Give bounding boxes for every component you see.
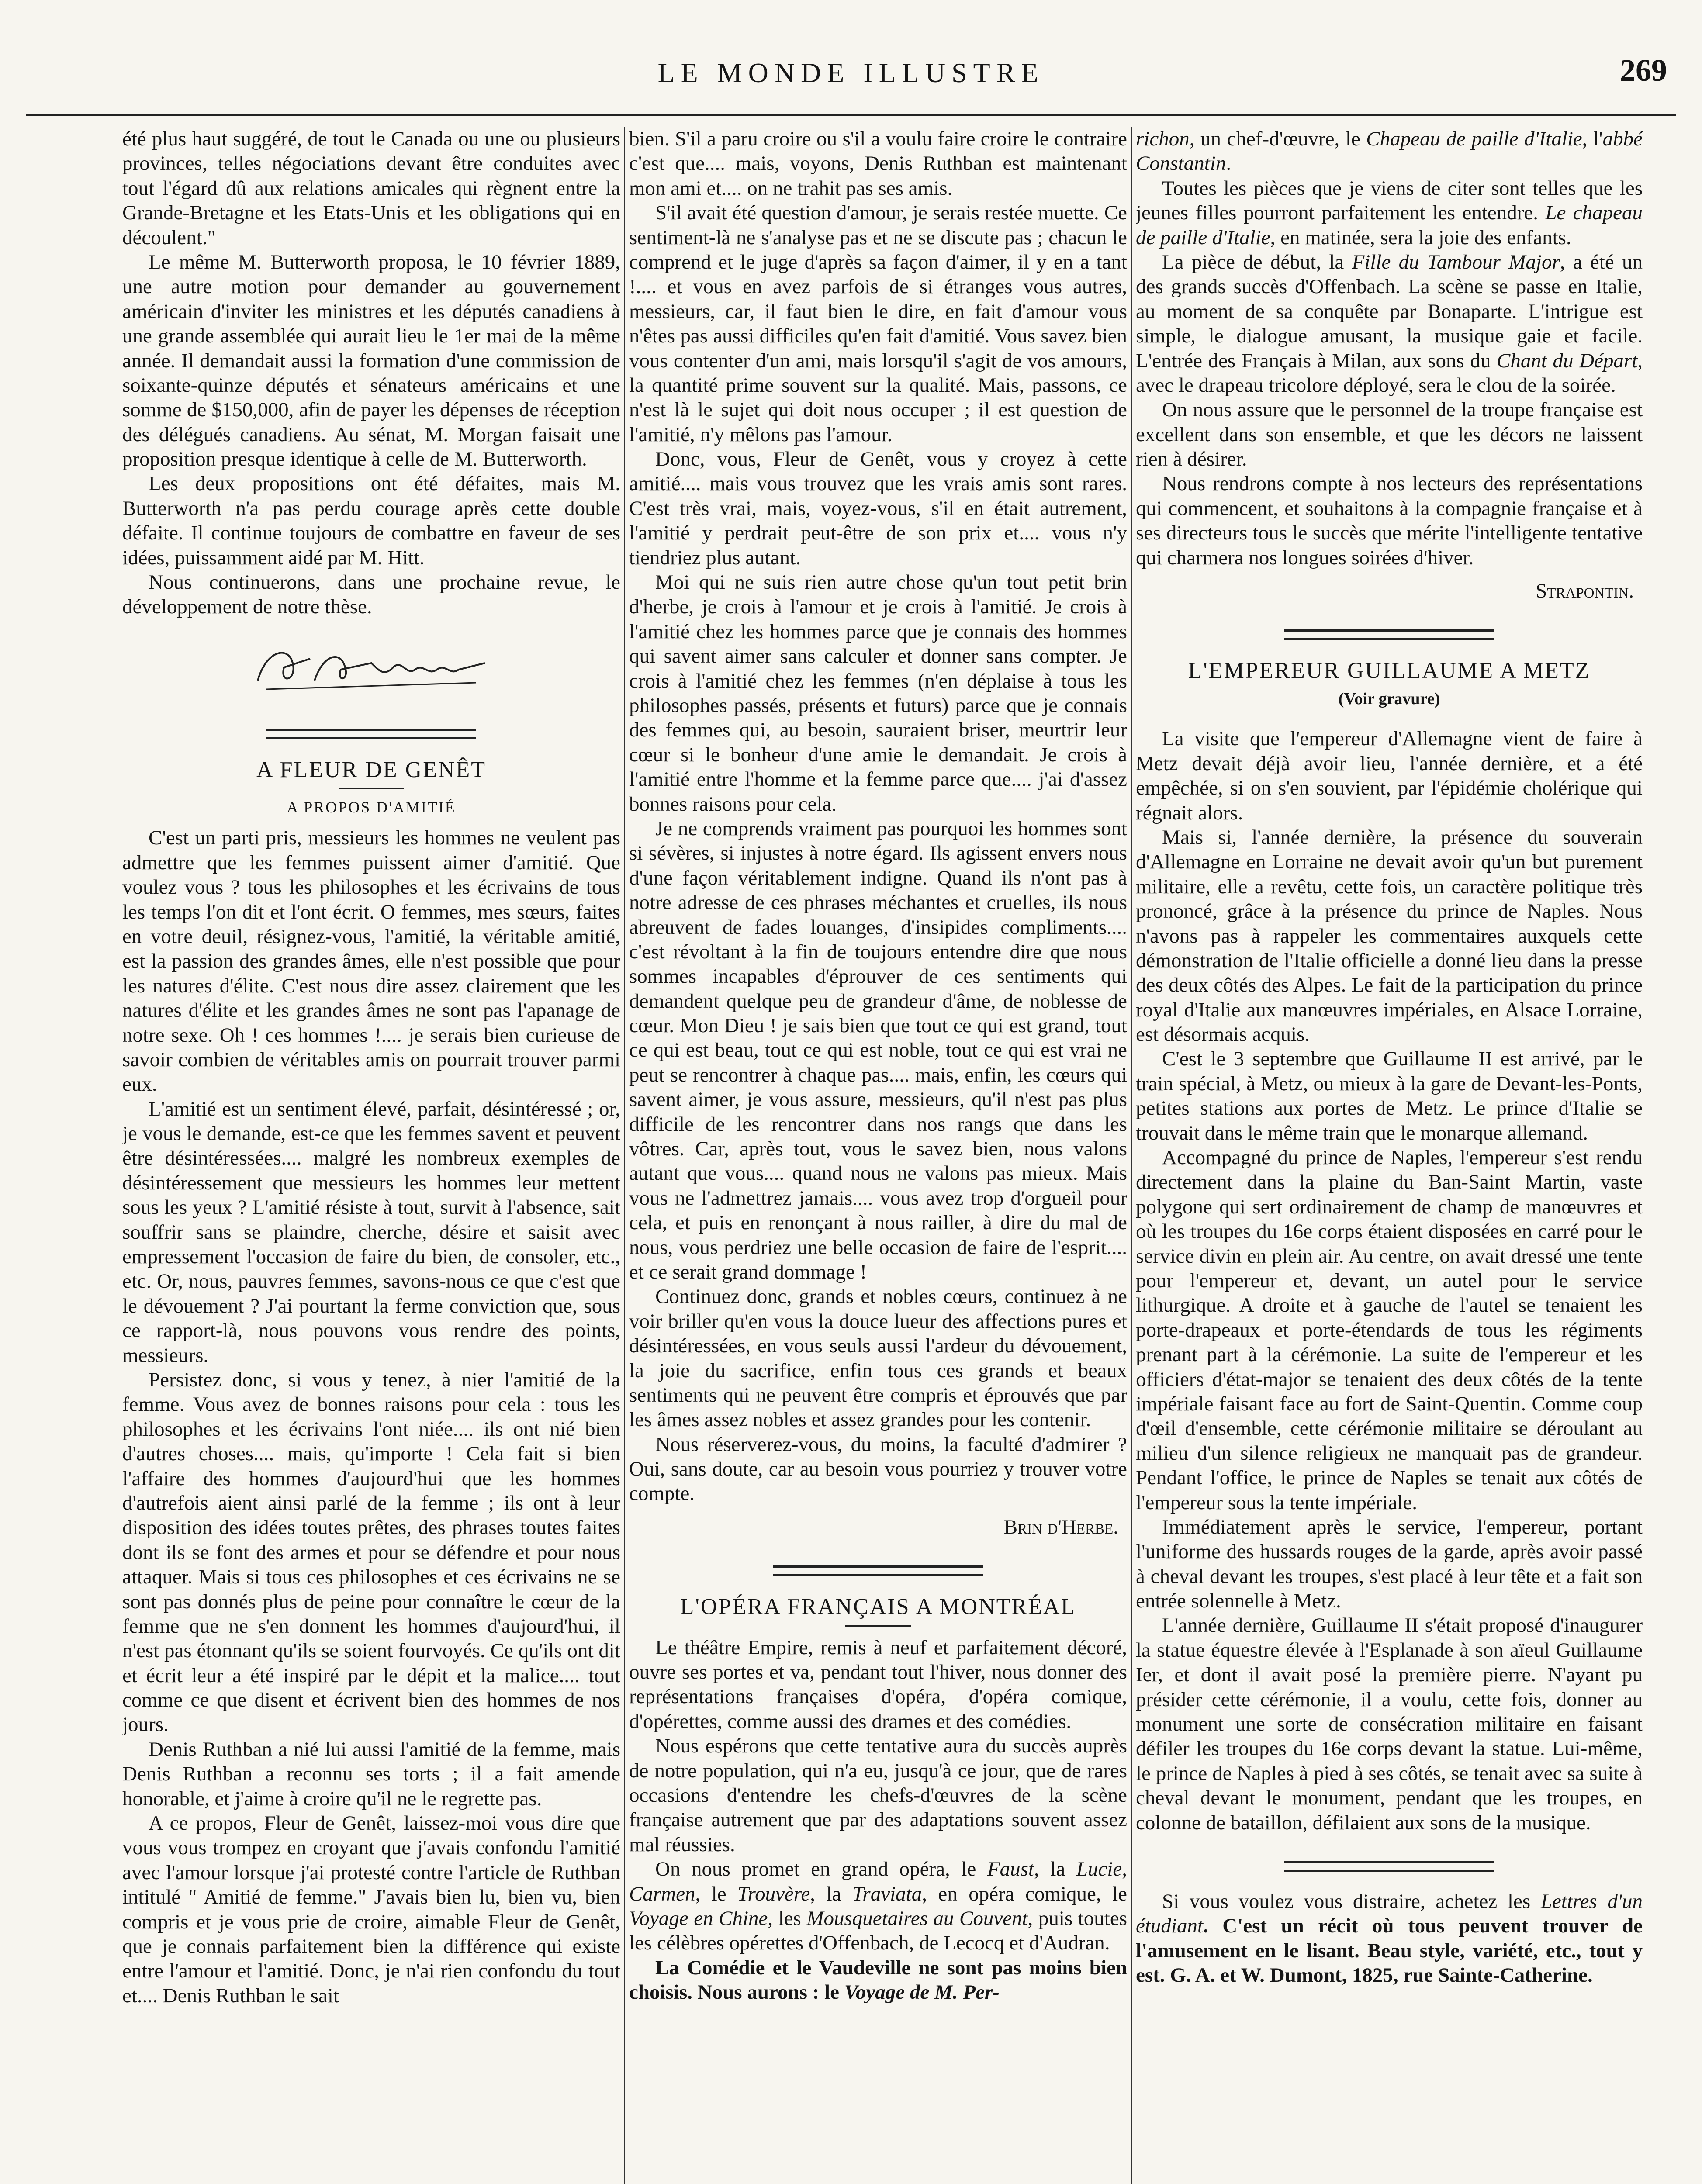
paragraph: La pièce de début, la Fille du Tambour Major, a été un des grands succès d'Offenbach. La scène se passe en Italie, au moment de sa conquête par Bonaparte. L'intrigue est simple, le dialogue amusant, la musique gaie et facile. L'entrée des Français à Milan, aux sons du Chant du Départ, avec le drapeau tricolore déployé, sera le clou de la soirée. [1136,250,1643,397]
paragraph: On nous promet en grand opéra, le Faust, la Lucie, Carmen, le Trouvère, la Traviata, en opéra comique, le Voyage en Chine, les Mousquetaires au Couvent, puis toutes les célèbres opérettes d'Offenbach, de Lecocq et d'Audran. [629,1858,1127,1955]
paragraph: Je ne comprends vraiment pas pourquoi les hommes sont si sévères, si injustes à notre égard. Ils agissent envers nous d'une façon véritablement indigne. Quand ils n'ont pas à notre adresse de ces phrases méchantes et cruelles, ils nous abreuvent de fades louanges, d'insipides compliments.... c'est révoltant à la fin de toujours entendre dire que nous sommes incapables d'éprouver de ces sentiments qui demandent quelque peu de grandeur d'âme, de noblesse de cœur. Mon Dieu ! je sais bien que tout ce qui est grand, tout ce qui est beau, tout ce qui est noble, tout ce qui est vrai ne peut se rencontrer à chaque pas.... mais, enfin, les cœurs qui savent aimer, je vous assure, messieurs, qu'il n'est pas plus difficile de les rencontrer dans nos rangs que dans les vôtres. Car, après tout, vous le savez bien, nous valons autant que vous.... quand nous ne valons pas mieux. Mais vous ne l'admettrez jamais.... vous avez trop d'orgueil pour cela, et puis en renonçant à nous railler, à dire du mal de nous, vous perdriez une belle occasion de faire de l'esprit.... et ce serait grand dommage ! [629,817,1127,1283]
paragraph: La visite que l'empereur d'Allemagne vient de faire à Metz devait déjà avoir lieu, l'année dernière, et a été empêchée, si on s'en souvient, par l'épidémie cholérique qui régnait alors. [1136,727,1643,824]
signature-icon [240,632,502,698]
author-signature: Brin d'Herbe. [1003,1515,1118,1538]
handwritten-signature [122,632,620,702]
paragraph: Continuez donc, grands et nobles cœurs, continuez à ne voir briller qu'en vous la douce lueur des affections pures et désintéressées, en vous seuls aussi l'ardeur du dévouement, la joie du sacrifice, enfin tous ces grands et beaux sentiments qui ne peuvent être compris et éprouvés que par les âmes assez nobles et assez grandes pour les contenir. [629,1285,1127,1431]
column-rule [624,127,625,2184]
paragraph: Nous espérons que cette tentative aura du succès auprès de notre population, qui n'a eu, jusqu'à ce jour, que de rares occasions d'entendre les chefs-d'œuvres de la scène française autrement que par des adaptations souvent assez mal réussies. [629,1735,1127,1856]
paragraph: C'est un parti pris, messieurs les hommes ne veulent pas admettre que les femmes puissent aimer d'amitié. Que voulez vous ? tous les philosophes et les écrivains de tous les temps l'on dit et l'ont écrit. O femmes, mes sœurs, faites en votre deuil, résignez-vous, l'amitié, la véritable amitié, est la passion des grandes âmes, elle n'est possible que pour les natures d'élite. C'est nous dire assez clairement que les natures d'élite et les grandes âmes ne sont pas l'apanage de notre sexe. Oh ! ces hommes !.... je serais bien curieuse de savoir combien de véritables amis on pourrait trouver parmi eux. [122,826,620,1096]
paragraph: Le même M. Butterworth proposa, le 10 février 1889, une autre motion pour demander au gouvernement américain d'inviter les ministres et les députés canadiens à une grande assemblée qui aurait lieu le 1er mai de la même année. Il demandait aussi la formation d'une commission de soixante-quinze députés et sénateurs américains et une somme de $150,000, afin de payer les dépenses de réception des délégués canadiens. Au sénat, M. Morgan faisait une proposition presque identique à celle de M. Butterworth. [122,250,620,471]
column-rule [1131,127,1132,2184]
paragraph: L'année dernière, Guillaume II s'était proposé d'inaugurer la statue équestre élevée à l'Esplanade à son aïeul Guillaume Ier, et dont il avait posé la première pierre. N'ayant pu présider cette cérémonie, il a voulu, cette fois, donner au monument une sorte de consécration militaire en faisant défiler les troupes du 16e corps devant la statue. Lui-même, le prince de Naples à pied à ses côtés, se tenait avec sa suite à cheval devant le monument, pendant que les troupes, en colonne de bataillon, défilaient aux sons de la musique. [1136,1614,1643,1834]
paragraph: Nous réserverez-vous, du moins, la faculté d'admirer ? Oui, sans doute, car au besoin vous pourriez y trouver votre compte. [629,1433,1127,1505]
paragraph: Les deux propositions ont été défaites, mais M. Butterworth n'a pas perdu courage après cette double défaite. Il continue toujours de combattre en faveur de ses idées, puissamment aidé par M. Hitt. [122,472,620,569]
paragraph: richon, un chef-d'œuvre, le Chapeau de paille d'Italie, l'abbé Constantin. [1136,128,1643,175]
paragraph: S'il avait été question d'amour, je serais restée muette. Ce sentiment-là ne s'analyse pas et ne se discute pas ; chacun le comprend et le juge d'après sa façon d'aimer, il y en a tant !.... et vous en avez parfois de si étranges vous autres, messieurs, car, il faut bien le dire, en fait d'amour vous n'êtes pas aussi difficiles qu'en fait d'amitié. Vous savez bien vous contenter d'un ami, mais lorsqu'il s'agit de vos amours, la quantité prime souvent sur la qualité. Mais, passons, ce n'est là le sujet qui doit nous occuper ; il est question de l'amitié, n'y mêlons pas l'amour. [629,201,1127,446]
paragraph: Immédiatement après le service, l'empereur, portant l'uniforme des hussards rouges de la garde, après avoir passé à cheval devant les troupes, s'est placé à leur tête et a fait son entrée solennelle à Metz. [1136,1515,1643,1613]
article-title: L'EMPEREUR GUILLAUME A METZ [1188,658,1591,684]
paragraph: Nous continuerons, dans une prochaine revue, le développement de notre thèse. [122,571,620,619]
article-subtitle: (Voir gravure) [1338,689,1440,708]
divider [339,788,404,789]
paragraph: Le théâtre Empire, remis à neuf et parfaitement décoré, ouvre ses portes et va, pendant tout l'hiver, nous donner des représentations françaises d'opéra, d'opéra comique, d'opérettes, comme aussi des drames et des comédies. [629,1636,1127,1733]
paragraph: On nous assure que le personnel de la troupe française est excellent dans son ensemble, et que les décors ne laissent rien à désirer. [1136,398,1643,471]
paragraph: bien. S'il a paru croire ou s'il a voulu faire croire le contraire c'est que.... mais, voyons, Denis Ruthban est maintenant mon ami et.... on ne trahit pas ses amis. [629,128,1127,200]
paragraph: Toutes les pièces que je viens de citer sont telles que les jeunes filles pourront parfaitement les entendre. Le chapeau de paille d'Italie, en matinée, sera la joie des enfants. [1136,176,1643,249]
article-title: A FLEUR DE GENÊT [256,757,487,782]
article-subtitle: A PROPOS D'AMITIÉ [287,798,456,816]
author-signature: Strapontin. [1536,580,1634,603]
paragraph: Donc, vous, Fleur de Genêt, vous y croyez à cette amitié.... mais vous trouvez que les vrais amis sont rares. C'est très vrai, mais, voyez-vous, s'il en était autrement, l'amitié y perdrait peut-être de son prix et.... vous n'y tiendriez plus autant. [629,448,1127,569]
paragraph: C'est le 3 septembre que Guillaume II est arrivé, par le train spécial, à Metz, ou mieux à la gare de Devant-les-Ponts, petites stations aux portes de Metz. Le prince d'Italie se trouvait dans le même train que le monarque allemand. [1136,1047,1643,1144]
paragraph: Mais si, l'année dernière, la présence du souverain d'Allemagne en Lorraine ne devait avoir qu'un but purement militaire, elle a revêtu, cette fois, un caractère politique très prononcé, grâce à la présence du prince de Naples. Nous n'avons pas à rappeler les commentaires auxquels cette démonstration de l'Italie officielle a donné lieu dans la presse des deux côtés des Alpes. Le fait de la participation du prince royal d'Italie aux manœuvres impériales, en Alsace Lorraine, est désormais acquis. [1136,826,1643,1046]
section-divider [266,729,476,739]
column-3 [1136,127,1643,2184]
paragraph: été plus haut suggéré, de tout le Canada ou une ou plusieurs provinces, telles négociations devant être conduites avec tout l'égard dû aux relations amicales qui règnent entre la Grande-Bretagne et les Etats-Unis et les obligations qui en découlent." [122,128,620,249]
advertisement: Si vous voulez vous distraire, achetez les Lettres d'un étudiant. C'est un récit où tous peuvent trouver de l'amusement en le lisant. Beau style, variété, etc., tout y est. G. A. et W. Dumont, 1825, rue Sainte-Catherine. [1136,1890,1643,1987]
paragraph: Nous rendrons compte à nos lecteurs des représentations qui commencent, et souhaitons à la compagnie française et à ses directeurs tous le succès que mérite l'intelligente tentative qui charmera nos longues soirées d'hiver. [1136,472,1643,569]
masthead [26,44,1676,116]
article-title: L'OPÉRA FRANÇAIS A MONTRÉAL [680,1594,1076,1620]
section-divider [1284,629,1494,640]
section-divider [1284,1861,1494,1872]
page-number: 269 [1620,53,1667,88]
paragraph: Moi qui ne suis rien autre chose qu'un tout petit brin d'herbe, je crois à l'amour et je crois à l'amitié. Je crois à l'amitié chez les hommes parce que je connais des hommes qui savent aimer sans calculer et donner sans compter. Je crois à l'amitié chez les femmes (n'en déplaise à tous les philosophes passés, présents et futurs) parce que je connais des femmes qui, au besoin, sauraient briser, meurtrir leur cœur si le bonheur d'une amie le demandait. Je crois à l'amitié entre l'homme et la femme parce que.... j'ai d'assez bonnes raisons pour cela. [629,571,1127,816]
paragraph: Denis Ruthban a nié lui aussi l'amitié de la femme, mais Denis Ruthban a reconnu ses torts ; il a fait amende honorable, et j'aime à croire qu'il ne le regrette pas. [122,1738,620,1810]
column-1 [122,127,620,2184]
paragraph: A ce propos, Fleur de Genêt, laissez-moi vous dire que vous vous trompez en croyant que j'avais confondu l'amitié avec l'amour lorsque j'ai protesté contre l'article de Ruthban intitulé " Amitié de femme." J'avais bien lu, bien vu, bien compris et je vous prie de croire, aimable Fleur de Genêt, que je connais parfaitement bien la différence qui existe entre l'amour et l'amitié. Donc, je n'ai rien confondu du tout et.... Denis Ruthban le sait [122,1812,620,2007]
paragraph: Accompagné du prince de Naples, l'empereur s'est rendu directement dans la plaine du Ban-Saint Martin, vaste polygone qui sert ordinairement de champ de manœuvres et où les troupes du 16e corps étaient disposées en carré pour le service divin en plein air. Au centre, on avait dressé une tente pour l'empereur et, devant, un autel pour le service lithurgique. A droite et à gauche de l'autel se tenaient les porte-drapeaux et porte-étendards de tous les régiments prenant part à la cérémonie. La suite de l'empereur et les officiers d'état-major se tenaient des deux côtés de la tente impériale faisant face au fort de Saint-Quentin. Comme coup d'œil d'ensemble, cette cérémonie militaire se déroulant au milieu d'un silence religieux ne manquait pas de grandeur. Pendant l'office, le prince de Naples se tenait aux côtés de l'empereur sous la tente impériale. [1136,1146,1643,1514]
paragraph: L'amitié est un sentiment élevé, parfait, désintéressé ; or, je vous le demande, est-ce que les femmes savent et peuvent être désintéressées.... malgré les nombreux exemples de désintéressement que messieurs les hommes leur mettent sous les yeux ? L'amitié résiste à tout, survit à l'absence, sait souffrir sans se plaindre, cherche, désire et saisit avec empressement l'occasion de faire du bien, de consoler, etc., etc. Or, nous, pauvres femmes, savons-nous ce que c'est que le dévouement ? J'ai pourtant la ferme conviction que, sous ce rapport-là, nous pouvons vous rendre des points, messieurs. [122,1097,620,1367]
paragraph: Persistez donc, si vous y tenez, à nier l'amitié de la femme. Vous avez de bonnes raisons pour cela : tous les philosophes et les écrivains l'ont niée.... ils ont nié bien d'autres choses.... mais, qu'importe ! Cela fait si bien l'affaire des hommes d'aujourd'hui que les hommes d'autrefois aient ainsi parlé de la femme ; ils ont à leur disposition des idées toutes prêtes, des phrases toutes faites dont ils se font des armes et pour se défendre et pour nous attaquer. Mais si tous ces philosophes et ces écrivains ne se sont pas donnés plus de peine pour connaître le cœur de la femme que ne s'en donnent les hommes d'aujourd'hui, il n'est pas étonnant qu'ils se soient fourvoyés. Ce qu'ils ont dit et écrit leur a été inspiré par le dépit et la malice.... tout comme ce que disent et écrivent bien des hommes de nos jours. [122,1368,620,1736]
newspaper-title: LE MONDE ILLUSTRE [657,57,1045,88]
paragraph: La Comédie et le Vaudeville ne sont pas moins bien choisis. Nous aurons : le Voyage de M. Per- [629,1956,1127,2004]
section-divider [773,1565,983,1576]
divider [845,1625,911,1627]
column-2 [629,127,1127,2184]
